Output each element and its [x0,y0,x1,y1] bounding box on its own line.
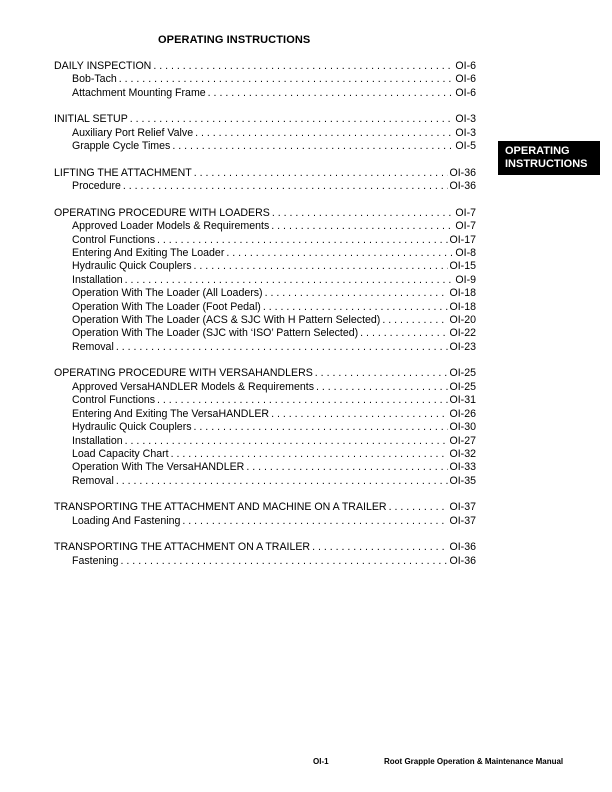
dot-leader [315,367,448,380]
toc-entry-page: OI-25 [449,380,476,393]
toc-entry-page: OI-9 [455,273,476,286]
section-tab [498,141,600,175]
dot-leader [123,180,448,193]
toc-subentry[interactable] [54,274,476,287]
toc-section-heading[interactable] [54,367,476,380]
toc-subentry[interactable] [54,234,476,247]
dot-leader [389,501,448,514]
toc-subentry[interactable] [54,180,476,193]
dot-leader [272,207,454,220]
dot-leader [360,327,447,340]
toc-entry-page: OI-33 [449,461,476,474]
toc-entry-page: OI-31 [449,394,476,407]
toc-entry-page: OI-7 [455,220,476,233]
toc-entry-page: OI-23 [449,340,476,353]
toc-section [54,367,476,488]
toc-entry-page: OI-6 [455,73,476,86]
toc-entry-label: Attachment Mounting Frame [72,86,206,99]
toc-entry-label: Removal [72,340,114,353]
toc-section [54,60,476,100]
toc-entry-page: OI-20 [449,314,476,327]
dot-leader [246,461,447,474]
toc-entry-label: Operation With The VersaHANDLER [72,461,245,474]
toc-entry-page: OI-22 [449,327,476,340]
table-of-contents [54,60,476,581]
dot-leader [208,87,454,100]
dot-leader [194,167,448,180]
toc-section [54,207,476,354]
footer-page-number: OI-1 [313,757,329,766]
toc-entry-label: Procedure [72,180,121,193]
toc-subentry[interactable] [54,421,476,434]
toc-subentry[interactable] [54,220,476,233]
toc-entry-page: OI-17 [449,233,476,246]
dot-leader [263,301,448,314]
toc-section [54,541,476,568]
dot-leader [194,421,448,434]
toc-entry-page: OI-36 [449,554,476,567]
dot-leader [125,274,454,287]
toc-entry-label: OPERATING PROCEDURE WITH VERSAHANDLERS [54,367,313,380]
toc-entry-label: INITIAL SETUP [54,113,128,126]
toc-entry-label: Loading And Fastening [72,514,181,527]
toc-section-heading[interactable] [54,60,476,73]
dot-leader [119,73,454,86]
toc-entry-label: Operation With The Loader (Foot Pedal) [72,300,261,313]
toc-entry-label: Bob-Tach [72,73,117,86]
toc-entry-label: Grapple Cycle Times [72,140,171,153]
toc-subentry[interactable] [54,301,476,314]
dot-leader [116,341,448,354]
toc-subentry[interactable] [54,260,476,273]
toc-subentry[interactable] [54,314,476,327]
toc-subentry[interactable] [54,435,476,448]
toc-entry-label: Control Functions [72,233,156,246]
dot-leader [312,541,447,554]
toc-section-heading[interactable] [54,167,476,180]
toc-entry-page: OI-37 [449,514,476,527]
toc-entry-page: OI-26 [449,407,476,420]
dot-leader [121,555,448,568]
toc-entry-label: TRANSPORTING THE ATTACHMENT ON A TRAILER [54,541,311,554]
toc-entry-label: Control Functions [72,394,156,407]
toc-section [54,113,476,153]
toc-section-heading[interactable] [54,113,476,126]
toc-entry-label: Auxiliary Port Relief Valve [72,126,194,139]
toc-entry-page: OI-3 [455,126,476,139]
toc-entry-page: OI-18 [449,300,476,313]
toc-entry-label: Operation With The Loader (SJC with ‘ISO’ Pattern Selected) [72,327,359,340]
toc-subentry[interactable] [54,287,476,300]
dot-leader [157,234,447,247]
section-tab-line2: INSTRUCTIONS [505,158,588,170]
toc-entry-page: OI-36 [449,541,476,554]
toc-entry-label: Load Capacity Chart [72,447,169,460]
dot-leader [116,475,448,488]
dot-leader [172,140,453,153]
toc-subentry[interactable] [54,73,476,86]
toc-subentry[interactable] [54,127,476,140]
toc-subentry[interactable] [54,381,476,394]
toc-subentry[interactable] [54,408,476,421]
toc-entry-label: LIFTING THE ATTACHMENT [54,166,192,179]
toc-entry-page: OI-3 [455,113,476,126]
toc-subentry[interactable] [54,515,476,528]
toc-entry-label: Installation [72,434,123,447]
toc-entry-label: Operation With The Loader (All Loaders) [72,287,263,300]
page-title: OPERATING INSTRUCTIONS [158,34,311,46]
toc-section-heading[interactable] [54,207,476,220]
dot-leader [265,287,448,300]
dot-leader [125,435,448,448]
dot-leader [226,247,453,260]
dot-leader [130,113,454,126]
dot-leader [195,127,453,140]
toc-entry-label: TRANSPORTING THE ATTACHMENT AND MACHINE ON A TRAILER [54,501,387,514]
toc-entry-label: Installation [72,273,123,286]
dot-leader [194,260,448,273]
toc-entry-label: Entering And Exiting The VersaHANDLER [72,407,270,420]
toc-subentry[interactable] [54,87,476,100]
toc-entry-page: OI-5 [455,140,476,153]
section-tab-line1: OPERATING [505,145,570,157]
toc-entry-page: OI-25 [449,367,476,380]
toc-entry-page: OI-18 [449,287,476,300]
toc-subentry[interactable] [54,247,476,260]
toc-entry-page: OI-37 [449,501,476,514]
toc-entry-label: Approved Loader Models & Requirements [72,220,270,233]
toc-subentry[interactable] [54,140,476,153]
dot-leader [271,220,453,233]
toc-section [54,501,476,528]
toc-entry-page: OI-6 [455,60,476,72]
dot-leader [153,60,453,73]
dot-leader [157,394,447,407]
dot-leader [316,381,447,394]
toc-entry-label: Removal [72,474,114,487]
toc-entry-page: OI-6 [455,86,476,99]
toc-entry-page: OI-30 [449,421,476,434]
toc-entry-label: DAILY INSPECTION [54,60,152,72]
toc-subentry[interactable] [54,448,476,461]
toc-subentry[interactable] [54,327,476,340]
toc-entry-label: Fastening [72,554,119,567]
toc-entry-label: Hydraulic Quick Couplers [72,260,192,273]
toc-section [54,167,476,194]
toc-entry-page: OI-36 [449,166,476,179]
toc-entry-label: Approved VersaHANDLER Models & Requirements [72,380,315,393]
toc-subentry[interactable] [54,394,476,407]
toc-subentry[interactable] [54,555,476,568]
toc-subentry[interactable] [54,475,476,488]
toc-entry-page: OI-27 [449,434,476,447]
toc-entry-label: OPERATING PROCEDURE WITH LOADERS [54,206,270,219]
toc-entry-label: Hydraulic Quick Couplers [72,421,192,434]
toc-entry-page: OI-15 [449,260,476,273]
toc-entry-label: Entering And Exiting The Loader [72,247,225,260]
dot-leader [182,515,447,528]
dot-leader [382,314,447,327]
dot-leader [171,448,448,461]
toc-entry-page: OI-7 [455,206,476,219]
toc-subentry[interactable] [54,461,476,474]
toc-entry-page: OI-36 [449,180,476,193]
toc-section-heading[interactable] [54,501,476,514]
footer-manual-title: Root Grapple Operation & Maintenance Manual [384,757,564,766]
toc-section-heading[interactable] [54,541,476,554]
toc-entry-page: OI-32 [449,447,476,460]
toc-subentry[interactable] [54,341,476,354]
toc-entry-page: OI-8 [455,247,476,260]
toc-entry-page: OI-35 [449,474,476,487]
dot-leader [271,408,447,421]
toc-entry-label: Operation With The Loader (ACS & SJC With H Pattern Selected) [72,314,381,327]
